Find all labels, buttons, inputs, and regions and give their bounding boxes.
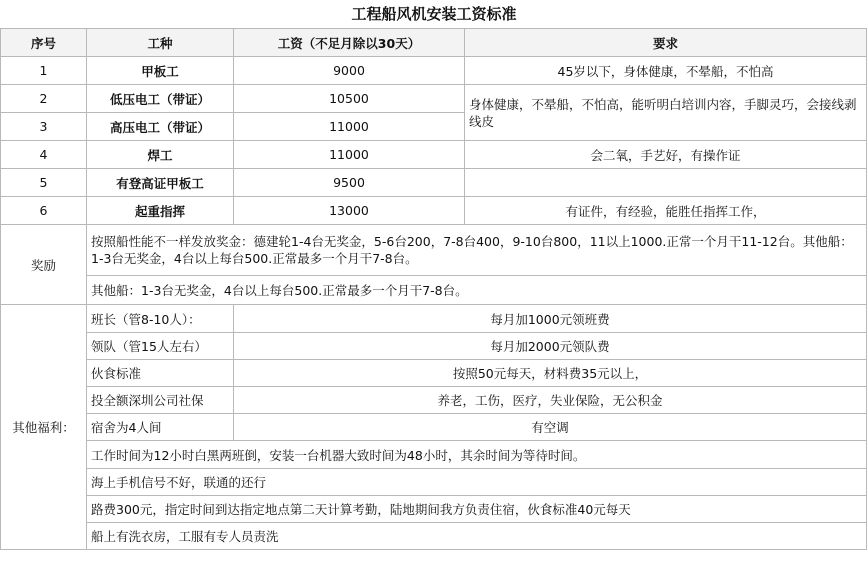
- welfare-note: 工作时间为12小时白黑两班倒，安装一台机器大致时间为48小时，其余时间为等待时间。: [87, 441, 867, 469]
- table-row: [1, 57, 867, 85]
- welfare-note: 路费300元，指定时间到达指定地点第二天计算考勤，陆地期间我方负责住宿，伙食标准40元每天: [87, 496, 867, 523]
- header-no: 序号: [1, 29, 87, 57]
- job-req: [465, 169, 867, 197]
- job-type: 低压电工（带证）: [87, 85, 234, 113]
- header-row: [1, 29, 867, 57]
- job-type: 高压电工（带证）: [87, 113, 234, 141]
- job-req: 有证件，有经验，能胜任指挥工作，: [465, 197, 867, 225]
- bonus-label: 奖励: [1, 225, 87, 305]
- welfare-row: [1, 387, 867, 414]
- header-type: 工种: [87, 29, 234, 57]
- bonus-text: 按照船性能不一样发放奖金：德建轮1-4台无奖金，5-6台200，7-8台400，9-10台800，11以上1000.正常一个月干11-12台。其他船：1-3台无奖金，4台以上每台500.正常最多一个月干7-8台。: [87, 225, 867, 276]
- job-wage: 11000: [234, 141, 465, 169]
- table-row: [1, 141, 867, 169]
- bonus-row: [1, 276, 867, 305]
- job-type: 起重指挥: [87, 197, 234, 225]
- electrician-req: 身体健康，不晕船，不怕高，能听明白培训内容，手脚灵巧，会接线剥线皮: [465, 85, 867, 141]
- welfare-note: 海上手机信号不好，联通的还行: [87, 469, 867, 496]
- wage-table: [0, 28, 867, 550]
- job-req: 45岁以下，身体健康，不晕船，不怕高: [465, 57, 867, 85]
- welfare-name: 宿舍为4人间: [87, 414, 234, 441]
- welfare-note-row: [1, 469, 867, 496]
- job-no: 4: [1, 141, 87, 169]
- job-wage: 13000: [234, 197, 465, 225]
- bonus-row: [1, 225, 867, 276]
- job-wage: 9000: [234, 57, 465, 85]
- job-no: 1: [1, 57, 87, 85]
- welfare-row: [1, 360, 867, 387]
- welfare-value: 按照50元每天，材料费35元以上，: [234, 360, 867, 387]
- welfare-value: 每月加1000元领班费: [234, 305, 867, 333]
- job-no: 2: [1, 85, 87, 113]
- job-wage: 10500: [234, 85, 465, 113]
- job-no: 5: [1, 169, 87, 197]
- welfare-note: 船上有洗衣房，工服有专人员责洗: [87, 523, 867, 550]
- header-req: 要求: [465, 29, 867, 57]
- job-type: 甲板工: [87, 57, 234, 85]
- job-no: 3: [1, 113, 87, 141]
- welfare-name: 领队（管15人左右）: [87, 333, 234, 360]
- welfare-name: 班长（管8-10人）：: [87, 305, 234, 333]
- welfare-note-row: [1, 496, 867, 523]
- table-row: [1, 85, 867, 113]
- job-wage: 9500: [234, 169, 465, 197]
- welfare-value: 养老，工伤，医疗，失业保险，无公积金: [234, 387, 867, 414]
- job-req: 会二氧，手艺好，有操作证: [465, 141, 867, 169]
- welfare-row: [1, 414, 867, 441]
- table-row: [1, 169, 867, 197]
- welfare-note-row: [1, 441, 867, 469]
- header-wage: 工资（不足月除以30天）: [234, 29, 465, 57]
- job-type: 有登高证甲板工: [87, 169, 234, 197]
- bonus-text-other: 其他船：1-3台无奖金，4台以上每台500.正常最多一个月干7-8台。: [87, 276, 867, 305]
- table-row: [1, 197, 867, 225]
- job-no: 6: [1, 197, 87, 225]
- welfare-name: 投全额深圳公司社保: [87, 387, 234, 414]
- welfare-note-row: [1, 523, 867, 550]
- welfare-label: 其他福利：: [1, 305, 87, 550]
- page-title: 工程船风机安装工资标准: [351, 5, 517, 23]
- welfare-row: [1, 305, 867, 333]
- job-type: 焊工: [87, 141, 234, 169]
- job-wage: 11000: [234, 113, 465, 141]
- welfare-value: 每月加2000元领队费: [234, 333, 867, 360]
- welfare-value: 有空调: [234, 414, 867, 441]
- welfare-row: [1, 333, 867, 360]
- welfare-name: 伙食标准: [87, 360, 234, 387]
